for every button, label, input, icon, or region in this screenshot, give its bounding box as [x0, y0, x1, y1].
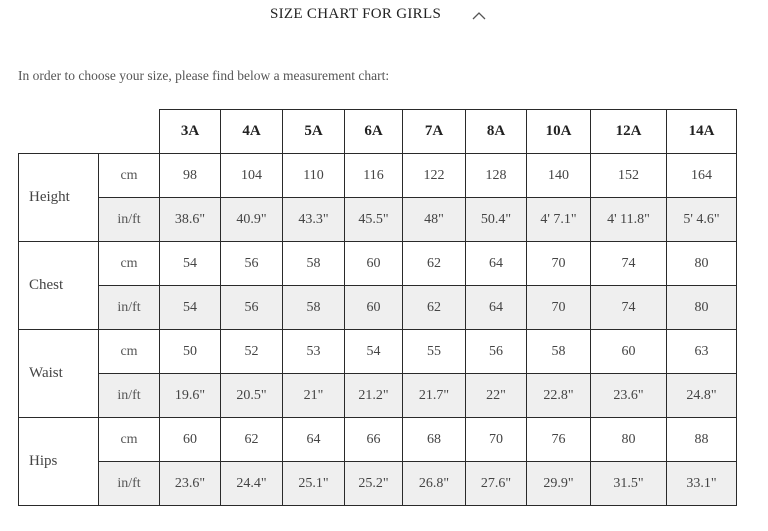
- size-header-cell: 7A: [403, 110, 466, 154]
- table-cell: 66: [345, 418, 403, 462]
- table-cell: 54: [160, 286, 221, 330]
- table-cell: 68: [403, 418, 466, 462]
- table-cell: 63: [667, 330, 737, 374]
- size-chart-title: SIZE CHART FOR GIRLS: [270, 6, 442, 22]
- table-cell: 98: [160, 154, 221, 198]
- table-cell: 116: [345, 154, 403, 198]
- unit-label: in/ft: [99, 198, 160, 242]
- table-cell: 54: [345, 330, 403, 374]
- table-cell: 54: [160, 242, 221, 286]
- table-cell: 62: [221, 418, 283, 462]
- table-cell: 58: [527, 330, 591, 374]
- table-cell: 25.2": [345, 462, 403, 506]
- measure-label-waist: Waist: [19, 330, 99, 418]
- table-cell: 152: [591, 154, 667, 198]
- table-cell: 64: [466, 242, 527, 286]
- table-cell: 33.1": [667, 462, 737, 506]
- table-cell: 74: [591, 286, 667, 330]
- unit-label: in/ft: [99, 286, 160, 330]
- table-cell: 110: [283, 154, 345, 198]
- table-row: [19, 154, 737, 198]
- unit-label: cm: [99, 418, 160, 462]
- table-cell: 38.6": [160, 198, 221, 242]
- table-cell: 48": [403, 198, 466, 242]
- table-cell: 24.8": [667, 374, 737, 418]
- measure-label-chest: Chest: [19, 242, 99, 330]
- intro-text: In order to choose your size, please find below a measurement chart:: [18, 68, 390, 83]
- size-chart-table: [18, 109, 737, 506]
- table-cell: 22": [466, 374, 527, 418]
- table-cell: 31.5": [591, 462, 667, 506]
- table-cell: 70: [527, 242, 591, 286]
- table-cell: 60: [345, 242, 403, 286]
- unit-label: cm: [99, 330, 160, 374]
- size-header-cell: 8A: [466, 110, 527, 154]
- table-cell: 23.6": [591, 374, 667, 418]
- size-header-cell: 14A: [667, 110, 737, 154]
- collapse-toggle[interactable]: [468, 4, 490, 26]
- table-cell: 70: [466, 418, 527, 462]
- table-cell: 80: [667, 286, 737, 330]
- unit-label: cm: [99, 154, 160, 198]
- table-cell: 76: [527, 418, 591, 462]
- table-cell: 20.5": [221, 374, 283, 418]
- unit-label: in/ft: [99, 462, 160, 506]
- table-cell: 21.2": [345, 374, 403, 418]
- table-row: [19, 462, 737, 506]
- table-cell: 24.4": [221, 462, 283, 506]
- table-cell: 58: [283, 286, 345, 330]
- table-row: [19, 286, 737, 330]
- table-cell: 62: [403, 242, 466, 286]
- table-cell: 26.8": [403, 462, 466, 506]
- table-cell: 140: [527, 154, 591, 198]
- table-cell: 104: [221, 154, 283, 198]
- table-cell: 60: [345, 286, 403, 330]
- table-cell: 22.8": [527, 374, 591, 418]
- size-header-cell: 4A: [221, 110, 283, 154]
- unit-label: in/ft: [99, 374, 160, 418]
- table-cell: 53: [283, 330, 345, 374]
- table-cell: 164: [667, 154, 737, 198]
- table-cell: 19.6": [160, 374, 221, 418]
- table-cell: 64: [283, 418, 345, 462]
- table-cell: 128: [466, 154, 527, 198]
- table-row: [19, 330, 737, 374]
- table-cell: 56: [221, 286, 283, 330]
- measure-label-hips: Hips: [19, 418, 99, 506]
- size-header-cell: 3A: [160, 110, 221, 154]
- table-cell: 122: [403, 154, 466, 198]
- size-header-cell: 6A: [345, 110, 403, 154]
- table-cell: 21.7": [403, 374, 466, 418]
- table-row: [19, 418, 737, 462]
- table-cell: 5' 4.6": [667, 198, 737, 242]
- size-chart-header: [0, 0, 768, 32]
- table-cell: 4' 11.8": [591, 198, 667, 242]
- table-cell: 56: [466, 330, 527, 374]
- table-cell: 43.3": [283, 198, 345, 242]
- table-row: [19, 242, 737, 286]
- table-cell: 21": [283, 374, 345, 418]
- table-cell: 74: [591, 242, 667, 286]
- measure-label-height: Height: [19, 154, 99, 242]
- table-cell: 25.1": [283, 462, 345, 506]
- table-cell: 88: [667, 418, 737, 462]
- table-cell: 40.9": [221, 198, 283, 242]
- table-cell: 58: [283, 242, 345, 286]
- size-header-row: [19, 110, 737, 154]
- table-cell: 52: [221, 330, 283, 374]
- table-cell: 80: [591, 418, 667, 462]
- size-header-cell: 10A: [527, 110, 591, 154]
- table-cell: 55: [403, 330, 466, 374]
- table-cell: 80: [667, 242, 737, 286]
- table-cell: 64: [466, 286, 527, 330]
- table-cell: 50: [160, 330, 221, 374]
- table-cell: 60: [160, 418, 221, 462]
- chevron-up-icon: [468, 4, 490, 26]
- size-header-cell: 12A: [591, 110, 667, 154]
- table-cell: 27.6": [466, 462, 527, 506]
- table-cell: 23.6": [160, 462, 221, 506]
- size-header-cell: 5A: [283, 110, 345, 154]
- table-cell: 62: [403, 286, 466, 330]
- table-cell: 4' 7.1": [527, 198, 591, 242]
- table-cell: 50.4": [466, 198, 527, 242]
- table-cell: 29.9": [527, 462, 591, 506]
- table-cell: 45.5": [345, 198, 403, 242]
- empty-corner-cell: [19, 110, 160, 154]
- unit-label: cm: [99, 242, 160, 286]
- table-row: [19, 374, 737, 418]
- table-cell: 60: [591, 330, 667, 374]
- table-cell: 56: [221, 242, 283, 286]
- table-row: [19, 198, 737, 242]
- table-cell: 70: [527, 286, 591, 330]
